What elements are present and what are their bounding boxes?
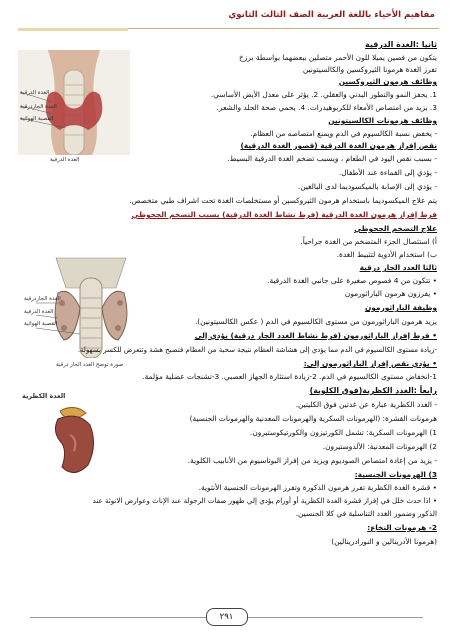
thyroid-label-1: الغدة الدرقية [20, 90, 50, 96]
header-accent [18, 28, 128, 31]
heading-sex-hormones: 3) الهرمونات الجنسية: [354, 470, 437, 479]
text-line: • قشرة الغدة الكظرية تفرز هرمون الذكورة وتفرز الهرمونات الجنسية الأنثوية. [198, 483, 437, 492]
thyroid-figure [18, 50, 130, 155]
text-line: 2) الهرمونات المعدنية: الألدوستيرون. [322, 442, 437, 451]
parathyroid-label-3: القصبة الهوائية [24, 321, 58, 327]
text-line: • يفرزون هرمون الباراثورمون [344, 289, 437, 298]
text-line: 1) الهرمونات السكرية: تشمل الكورتيزون والكورتيكوستيرون. [250, 428, 437, 437]
heading-hyperparathyroid: • فرط إفراز الباراثورمون (فرط نشاط الغدد الجار درقية) يؤدي إلى [194, 331, 437, 340]
heading-calcitonin-functions: وظائف هرمونات الكالسيتونين [328, 116, 437, 125]
text-line: ب) استخدام الأدوية لتثبيط الغدة. [336, 250, 437, 259]
text-line: 1. يحفز النمو والتطور البدني والعقلي. 2. يؤثر على معدل الأيض الأساسي. [210, 90, 437, 99]
text-line: 3. يزيد من امتصاص الأمعاء للكربوهيدرات. 4. يحمي صحة الجلد والشعر. [216, 103, 437, 112]
text-line: - يؤدي إلى الإصابة بالميكسوديما لدى البالغين. [297, 182, 437, 191]
page-footer [0, 610, 453, 640]
text-line: - بسبب نقص اليود في الطعام ، ويسبب تضخم الغدة الدرقية البسيط. [227, 154, 437, 163]
page-number: ٢٩١ [206, 608, 248, 626]
heading-thyroxine-functions: وظائف هرمون الثيروكسين [338, 77, 437, 86]
heading-hyperthyroidism: فرط إفراز هرمون الغدة الدرقية (فرط نشاط الغدة الدرقية) يسبب التضخم الجحوظي [131, 210, 437, 219]
adrenal-figure [48, 405, 100, 477]
text-line: هرمونات القشرة: (الهرمونات السكرية والهرمونات المعدنية والهرمونات الجنسية) [189, 414, 437, 423]
parathyroid-caption: صورة توضح الغدد الجار درقية [56, 362, 124, 368]
text-line: • اذا حدث خلل في إفراز قشرة الغدة الكظرية أو أورام يؤدي إلي ظهور صفات الرجولة عند الإناث وعوارض الانوثة عند [92, 496, 437, 505]
heading-adrenal: رابعاً :الغدد الكظرية(فوق الكلوية) [309, 386, 437, 395]
heading-thyroid: ثانيا :الغدة الدرقية [365, 40, 437, 49]
parathyroid-figure [36, 248, 146, 358]
text-line: - يزيد من إعادة امتصاص الصوديوم ويزيد من إفراز البوتاسيوم من الأنابيب الكلوية. [187, 456, 437, 465]
text-line: يتكون من فصين يميلا للون الأحمر متصلين ببعضهما بواسطة برزخ [239, 53, 437, 62]
text-line: - يخفض نسبة الكالسيوم في الدم ويمنع امتصاصه من العظام. [250, 129, 437, 138]
page-header [18, 6, 439, 29]
thyroid-label-3: القصبة الهوائية [20, 116, 54, 122]
text-line: - الغدد الكظرية عبارة عن غدتين فوق الكليتين. [295, 400, 437, 409]
adrenal-label: الغدة الكظرية [22, 392, 66, 400]
thyroid-caption: الغدة الدرقية [50, 157, 80, 163]
heading-medulla-hormones: 2- هرمونات النخاع: [367, 523, 437, 532]
heading-parathyroid: ثالثا الغدد الجار درقية [359, 263, 437, 272]
heading-hypothyroidism: نقص إفراز هرمون الغدة الدرقية (قصور الغدة الدرقية) [240, 141, 437, 150]
text-line: 1-انخفاض مستوى الكالسيوم في الدم. 2-زيادة استثارة الجهاز العصبي. 3-تشنجات عضلية مؤلمة. [142, 372, 437, 381]
text-line: أ) استئصال الجزء المتضخم من الغدة جراحياً. [300, 237, 437, 246]
thyroid-label-2: الغدة الجاردرقية [20, 104, 57, 110]
heading-parathormone-function: وظيفة الباراثورمون [364, 303, 437, 312]
text-line: يزيد هرمون الباراثورمون من مستوى الكالسيوم في الدم ( عكس الكالسيتونين). [194, 317, 437, 326]
parathyroid-label-2: الغدة الدرقية [24, 309, 54, 315]
text-line: تفرز الغدة هرمونا الثيروكسين والكالسيتونين [302, 65, 437, 74]
parathyroid-label-1: الغدة الجاردرقية [24, 296, 61, 302]
header-title: مفاهيم الأحياء باللغة العربية الصف الثالث الثانوي [228, 10, 435, 20]
text-line: • تتكون من 4 فصوص صغيرة على جانبي الغدة الدرقية. [267, 276, 437, 285]
text-line: - يؤدي إلى القماءة عند الأطفال. [338, 168, 437, 177]
text-line: (هرمونا الأدرينالين و النورادرينالين) [331, 537, 437, 546]
heading-hypoparathyroid: • يؤدي نقص إفراز الباراثورمون إلى: [303, 359, 437, 368]
text-line: الذكور وضمور الغدد التناسلية في كلا الجنسين. [295, 509, 437, 518]
text-line: -زيادة مستوى الكالسيوم في الدم مما يؤدي إلى هشاشة العظام نتيجة سحبة من العظام فتصبح هشة وتتعرض للكسر بسهولة. [77, 346, 437, 354]
heading-goiter-treatment: علاج التضخم الجحوظي [354, 224, 437, 233]
text-line: يتم علاج الميكسوديما باستخدام هرمون الثيروكسين أو مستخلصات الغدة تحت اشراف طبي متخصص. [129, 196, 437, 205]
